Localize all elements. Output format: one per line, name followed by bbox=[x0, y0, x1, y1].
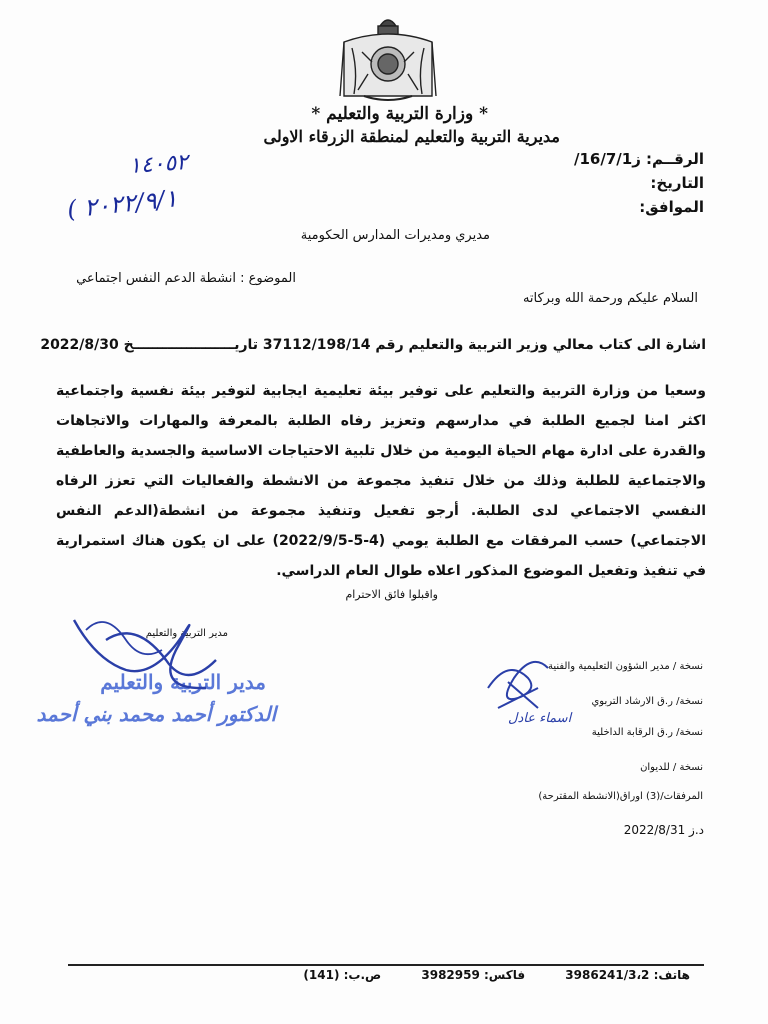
corresponding-date-label: الموافق: bbox=[639, 198, 704, 216]
letter-body: وسعيا من وزارة التربية والتعليم على توفير بيئة تعليمية ايجابية لتوفير بيئة نفسية واجتماعية اكثر امنا لجميع الطلبة في مدارسهم وتعزيز رفاه الطلبة بالمعرفة والمهارات والاتجاهات والقدرة على ادارة مهام الحياة اليومية من خلال تلبية الاحتياجات الاساسية والجسدية والعاطفية والاجتماعية للطلبة وذلك من خلال تنفيذ مجموعة من الانشطة والفعاليات التي تعزز الرفاه النفسي الاجتماعي لدى الطلبة. أرجو تفعيل وتنفيذ مجموعة من انشطة(الدعم النفس الاجتماعي) حسب المرفقات مع الطلبة يومي (4-5-2022/9/5) على ان يكون هناك استمرارية في تنفيذ وتفعيل الموضوع المذكور اعلاه طوال العام الدراسي. bbox=[56, 383, 706, 579]
date-handwritten: ( ٢٠٢٢/٩/١ bbox=[66, 184, 180, 224]
stamp-line-1: مدير التربية والتعليم bbox=[100, 670, 266, 694]
contact-footer bbox=[267, 968, 690, 982]
closing-line: واقبلوا فائق الاحترام bbox=[345, 588, 438, 601]
coat-of-arms-icon bbox=[338, 12, 438, 104]
copy-recipient-4: نسخة / للديوان bbox=[640, 762, 703, 773]
director-signature-icon bbox=[66, 600, 286, 710]
stamp-line-2: الدكتور أحمد محمد بني أحمد bbox=[36, 702, 276, 726]
po-box: ص.ب: (141) bbox=[303, 968, 382, 982]
reference-number-label: الرقــم: ز16/7/1/ bbox=[573, 150, 704, 168]
greeting: السلام عليكم ورحمة الله وبركاته bbox=[522, 291, 698, 306]
secondary-signature-icon bbox=[478, 638, 598, 738]
director-title: مدير التربية والتعليم bbox=[145, 628, 228, 639]
fax-number: فاكس: 3982959 bbox=[421, 968, 526, 982]
footer-divider bbox=[68, 964, 704, 966]
copy-recipient-3: نسخة/ ر.ق الرقابة الداخلية bbox=[591, 727, 703, 738]
date-label: التاريخ: bbox=[650, 174, 704, 192]
phone-number: هاتف: 3986241/3،2 bbox=[565, 968, 690, 982]
secondary-signature-text: اسماء عادل bbox=[508, 711, 572, 726]
copy-recipient-1: نسخة / مدير الشؤون التعليمية والفنية bbox=[547, 661, 703, 672]
attachments-note: المرفقات/(3) اوراق(الانشطة المقترحة) bbox=[538, 791, 703, 802]
copy-recipient-2: نسخة/ ر.ق الارشاد التربوي bbox=[591, 696, 703, 707]
ministry-name: * وزارة التربية والتعليم * bbox=[311, 104, 488, 124]
directorate-name: مديرية التربية والتعليم لمنطقة الزرقاء الاولى bbox=[263, 127, 560, 146]
reference-number-handwritten: ١٤٠٥٢ bbox=[128, 149, 189, 180]
reference-line: اشارة الى كتاب معالي وزير التربية والتعليم رقم 37112/198/14 تاريـــــــــــــــــــــخ 2022/8/30 bbox=[40, 337, 706, 353]
subject-line: الموضوع : انشطة الدعم النفس اجتماعي bbox=[76, 271, 296, 286]
recipients: مديري ومديرات المدارس الحكومية bbox=[300, 228, 490, 243]
issue-date: د.ز 2022/8/31 bbox=[623, 823, 704, 837]
